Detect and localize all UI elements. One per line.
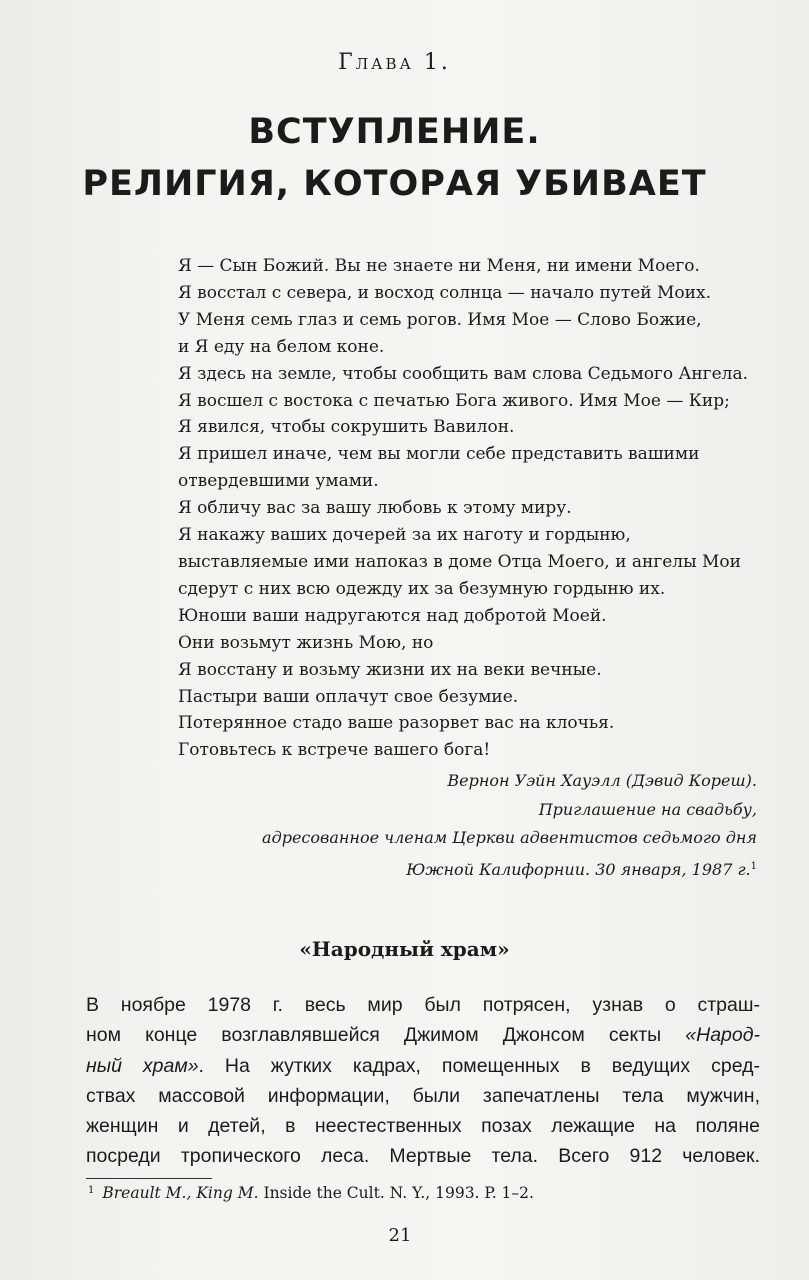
attribution-work: Приглашение на свадьбу, bbox=[538, 799, 757, 819]
epigraph-line: У Меня семь глаз и семь рогов. Имя Мое — Слово Божие, bbox=[178, 309, 702, 330]
paragraph-line bbox=[86, 990, 760, 1020]
chapter-title-line-1: ВСТУПЛЕНИЕ. bbox=[248, 112, 541, 152]
epigraph-line: выставляемые ими напоказ в доме Отца Моего, и ангелы Мои bbox=[178, 551, 741, 572]
footnote-number: 1 bbox=[88, 1185, 95, 1196]
footnote-divider bbox=[86, 1178, 212, 1179]
epigraph-line: Я восшел с востока с печатью Бога живого. Имя Мое — Кир; bbox=[178, 390, 730, 411]
attribution-author: Вернон Уэйн Хауэлл (Дэвид Кореш). bbox=[447, 771, 757, 790]
epigraph-line: Я восстал с севера, и восход солнца — начало путей Моих. bbox=[178, 282, 711, 303]
paragraph-emphasis: ный храм» bbox=[86, 1054, 199, 1077]
epigraph-line: сдерут с них всю одежду их за безумную гордыню их. bbox=[178, 578, 666, 599]
paragraph-line: женщин и детей, в неестественных позах лежащие на поляне bbox=[86, 1115, 760, 1138]
epigraph-line: Я накажу ваших дочерей за их наготу и гордыню, bbox=[178, 525, 631, 546]
epigraph-attribution bbox=[262, 767, 757, 884]
footnote-authors: Breault M., King M. bbox=[102, 1184, 259, 1202]
page-number: 21 bbox=[388, 1225, 412, 1246]
epigraph-line: Я пришел иначе, чем вы могли себе представить вашими bbox=[178, 444, 700, 465]
epigraph-line: отвердевшими умами. bbox=[178, 471, 379, 492]
paragraph-line: посреди тропического леса. Мертвые тела. Всего 912 человек. bbox=[86, 1145, 760, 1168]
epigraph-line: Готовьтесь к встрече вашего бога! bbox=[178, 740, 491, 761]
paragraph-line bbox=[86, 1020, 760, 1050]
footnote-citation: Inside the Cult. N. Y., 1993. P. 1–2. bbox=[258, 1184, 534, 1202]
paragraph-emphasis: «Народ- bbox=[685, 1024, 760, 1047]
paragraph-line: ствах массовой информации, были запечатлены тела мужчин, bbox=[86, 1084, 760, 1107]
paragraph-line-text: В ноябре 1978 г. весь мир был потрясен, узнав о страш- bbox=[86, 994, 760, 1016]
epigraph-line: Я обличу вас за вашу любовь к этому миру. bbox=[178, 498, 572, 519]
section-heading: «Народный храм» bbox=[299, 937, 510, 961]
epigraph-line: и Я еду на белом коне. bbox=[178, 336, 385, 357]
attribution-place-date-text: Южной Калифорнии. 30 января, 1987 г. bbox=[406, 859, 751, 879]
epigraph-line: Я здесь на земле, чтобы сообщить вам слова Седьмого Ангела. bbox=[178, 363, 748, 384]
attribution-recipient: адресованное членам Церкви адвентистов седьмого дня bbox=[262, 828, 757, 847]
footnote bbox=[88, 1184, 534, 1202]
footnote-reference: 1 bbox=[750, 860, 757, 872]
paragraph-line-text: ном конце возглавлявшейся Джимом Джонсом секты bbox=[86, 1024, 686, 1047]
paragraph-line-text: . На жутких кадрах, помещенных в ведущих сред- bbox=[198, 1054, 761, 1077]
epigraph-line: Потерянное стадо ваше разорвет вас на клочья. bbox=[178, 713, 615, 734]
epigraph-poem bbox=[178, 253, 778, 764]
epigraph-line: Я явился, чтобы сокрушить Вавилон. bbox=[178, 417, 515, 438]
paragraph-line bbox=[86, 1051, 760, 1081]
epigraph-line: Они возьмут жизнь Мою, но bbox=[178, 632, 434, 653]
chapter-title-line-2: РЕЛИГИЯ, КОТОРАЯ УБИВАЕТ bbox=[82, 164, 707, 204]
body-paragraph bbox=[86, 990, 760, 1172]
epigraph-line: Я — Сын Божий. Вы не знаете ни Меня, ни имени Моего. bbox=[178, 256, 700, 276]
epigraph-line: Юноши ваши надругаются над добротой Моей. bbox=[178, 605, 607, 626]
epigraph-line: Пастыри ваши оплачут свое безумие. bbox=[178, 686, 519, 707]
chapter-label: Глава 1. bbox=[338, 50, 451, 75]
epigraph-line: Я восстану и возьму жизни их на веки вечные. bbox=[178, 659, 602, 680]
attribution-place-date bbox=[262, 853, 757, 885]
